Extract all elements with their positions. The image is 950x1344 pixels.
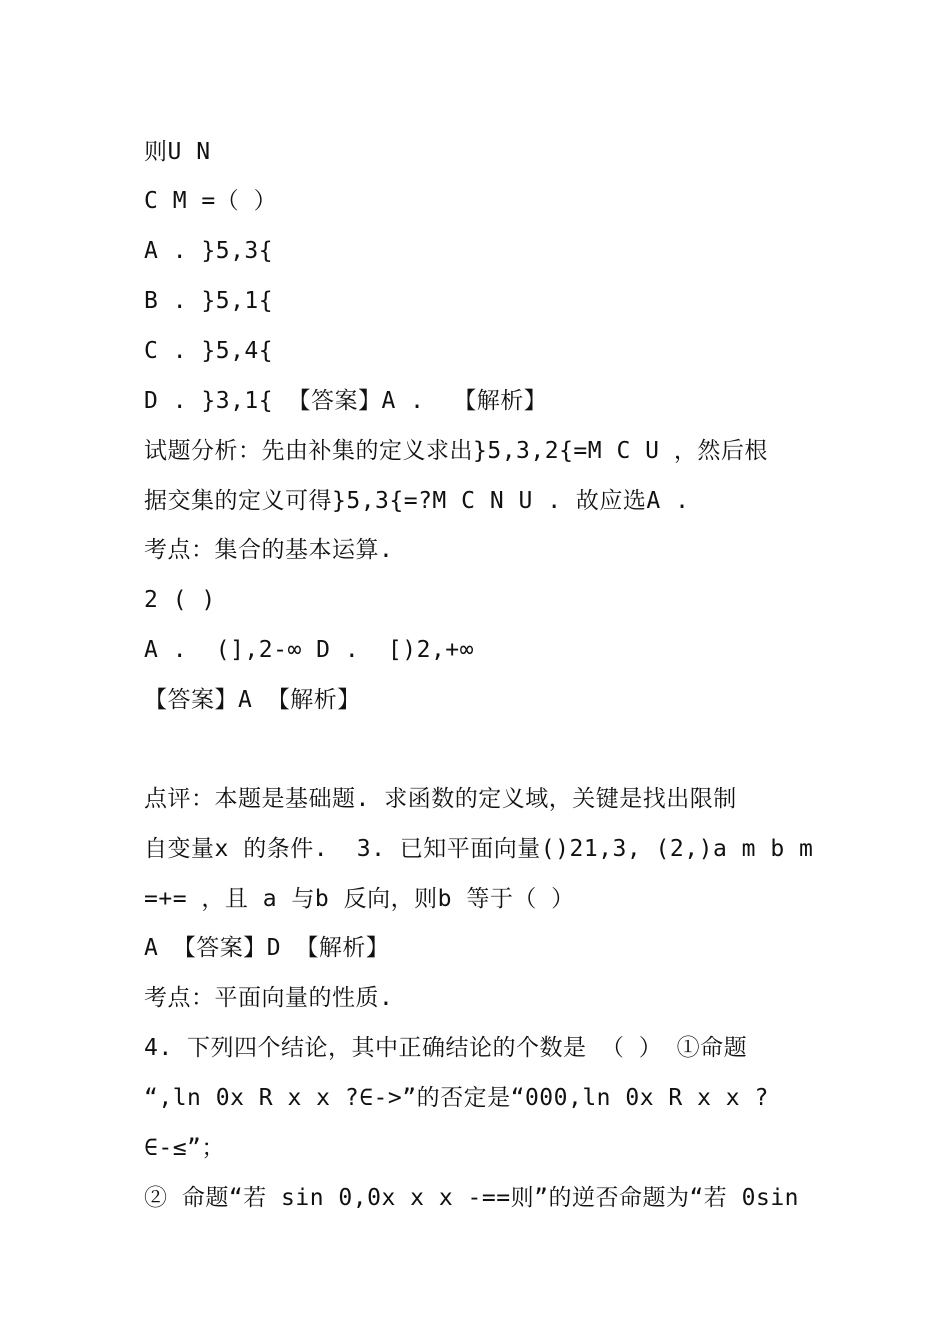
text-line: A 【答案】D 【解析】 [144, 935, 390, 961]
text-line: A . }5,3{ [144, 238, 274, 264]
text-line: D . }3,1{ 【答案】A . 【解析】 [144, 388, 548, 414]
text-line: ∈-≤”； [144, 1135, 225, 1161]
text-line: 点评：本题是基础题. 求函数的定义域，关键是找出限制 [144, 786, 737, 812]
text-line: A . (],2-∞ D . [)2,+∞ [144, 637, 474, 663]
text-line: 考点：集合的基本运算. [144, 537, 394, 563]
text-line: 自变量x 的条件. 3. 已知平面向量()21,3, (2,)a m b m [144, 836, 814, 862]
text-line: 试题分析：先由补集的定义求出}5,3,2{=M C U ，然后根 [144, 438, 768, 464]
text-line: B . }5,1{ [144, 288, 274, 314]
text-line: 4. 下列四个结论，其中正确结论的个数是 （ ） ①命题 [144, 1035, 748, 1061]
text-line: =+= ，且 a 与b 反向，则b 等于（ ） [144, 886, 575, 912]
text-line: 【答案】A 【解析】 [144, 687, 361, 713]
text-line: 则U N [144, 139, 211, 165]
text-line: ② 命题“若 sin 0,0x x x -==则”的逆否命题为“若 0sin [144, 1185, 800, 1211]
text-line: C . }5,4{ [144, 338, 274, 364]
text-line: 2 ( ) [144, 587, 216, 613]
text-line: C M =（ ） [144, 188, 278, 214]
text-line: 考点：平面向量的性质. [144, 985, 394, 1011]
text-line: “,ln 0x R x x ?∈->”的否定是“000,ln 0x R x x ? [144, 1085, 769, 1111]
text-line: 据交集的定义可得}5,3{=?M C N U . 故应选A . [144, 488, 690, 514]
